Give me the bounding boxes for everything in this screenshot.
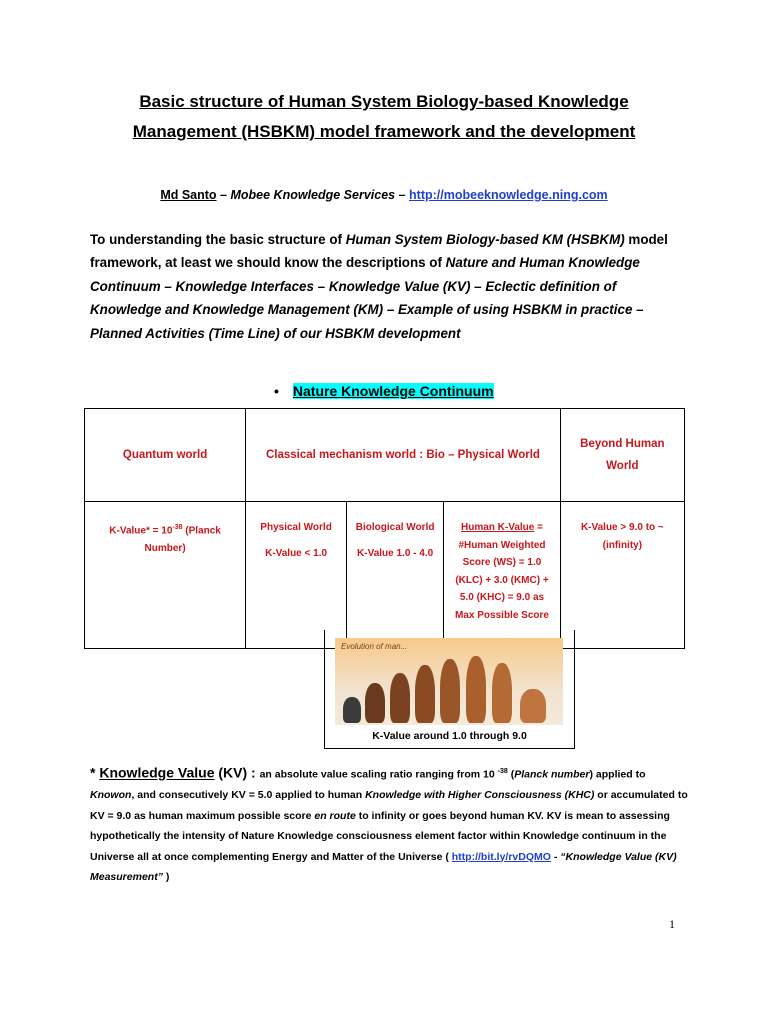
kv-text: ) [162,871,170,883]
kv-emphasis: Knowledge with Higher Consciousness (KHC) [365,789,595,801]
section-heading-text: Nature Knowledge Continuum [292,383,494,399]
kv-text: an absolute value scaling ratio ranging from 10 [259,768,498,781]
header-classical-world: Classical mechanism world : Bio – Physical World [246,409,561,502]
intro-text: model framework, at least we should know the descriptions of [90,232,668,271]
kv-term: Knowledge Value [99,764,215,781]
evolution-figure-box [324,630,575,749]
evolution-figure-icon [390,673,410,723]
website-link[interactable]: http://mobeeknowledge.ning.com [409,188,608,202]
header-beyond-text: Beyond Human World [580,438,665,472]
figure-label: K-Value around 1.0 through 9.0 [372,730,527,742]
physical-kvalue: K-Value < 1.0 [265,547,328,559]
quantum-suffix: (Planck Number) [144,525,221,554]
kv-text: ( [507,768,515,781]
human-kvalue-formula: = #Human Weighted Score (WS) = 1.0 (KLC) + 3.0 (KMC) + 5.0 (KHC) = 9.0 as Max Possible Score [455,522,549,621]
header-quantum-world: Quantum world [85,409,246,502]
intro-text: To understanding the basic structure of [90,232,346,247]
intro-emphasis: Human System Biology-based KM (HSBKM) [345,232,625,247]
cell-physical-world [246,502,347,649]
kv-emphasis: Planck number [514,768,590,781]
evolution-of-man-image [335,638,563,725]
knowledge-value-paragraph [90,762,690,888]
evolution-figure-icon [440,659,460,723]
kv-emphasis: “Knowledge Value (KV) Measurement” [90,850,677,883]
byline-separator: – [216,188,231,202]
byline-separator: – [395,188,410,202]
biological-label: Biological World [355,522,435,533]
cell-human-kvalue [444,502,560,649]
table-row [85,502,685,649]
page-number: 1 [669,917,675,931]
kv-exponent: -38 [497,768,508,775]
section-heading [274,383,494,399]
cell-biological-world [346,502,443,649]
kv-emphasis: en route [314,809,356,822]
physical-label: Physical World [260,522,332,533]
evolution-figure-icon [343,697,361,723]
image-caption: Evolution of man... [341,642,408,651]
cell-beyond-human [560,502,684,649]
kv-text: to infinity or goes beyond human KV. KV is mean to assessing hypothetically the intensity of Nature Knowledge consciousness element factor within Knowledge continuum in the Universe all at once complementing Energy and Matter of the Universe ( [90,809,670,863]
document-title-line-2: Management (HSBKM) model framework and the development [132,122,636,141]
document-title-line-1: Basic structure of Human System Biology-based Knowledge [139,92,629,111]
table-header-row [85,409,685,502]
biological-kvalue: K-Value 1.0 - 4.0 [357,547,434,559]
knowledge-continuum-table [84,408,685,649]
quantum-kvalue-prefix: K-Value* = 10 [109,525,173,537]
evolution-figure-icon [365,683,385,723]
kv-text: ) applied to [589,768,646,781]
evolution-figure-icon [415,665,435,723]
affiliation: Mobee Knowledge Services [230,188,396,202]
header-beyond-human-world [560,409,684,502]
kv-star: * [90,764,100,781]
human-kvalue-label: Human K-Value [461,522,535,533]
kv-text: or accumulated to KV = 9.0 as human maximum possible score [90,789,688,822]
intro-paragraph [90,228,690,345]
kv-text: - [550,850,561,863]
author-name: Md Santo [160,188,217,202]
kv-emphasis: Knowon [90,789,132,801]
bullet-icon: • [274,383,279,399]
computer-user-icon [520,689,546,723]
evolution-figure-icon [466,656,486,723]
kv-text: , and consecutively KV = 5.0 applied to human [131,789,366,801]
byline [0,188,768,202]
cell-quantum [85,502,246,649]
quantum-exponent: -38 [172,524,183,531]
intro-emphasis: Nature and Human Knowledge Continuum – Knowledge Interfaces – Knowledge Value (KV) – Eclectic definition of Knowledge and Knowledge Management (KM) – Example of using HSBKM in practice – Planned Activities (Time Line) of our HSBKM development [90,255,644,341]
kv-abbr: (KV) : [214,764,260,781]
kv-measurement-link[interactable]: http://bit.ly/rvDQMO [451,850,551,863]
beyond-kvalue: K-Value > 9.0 to ~ (infinity) [580,522,664,551]
evolution-figure-icon [492,663,512,723]
